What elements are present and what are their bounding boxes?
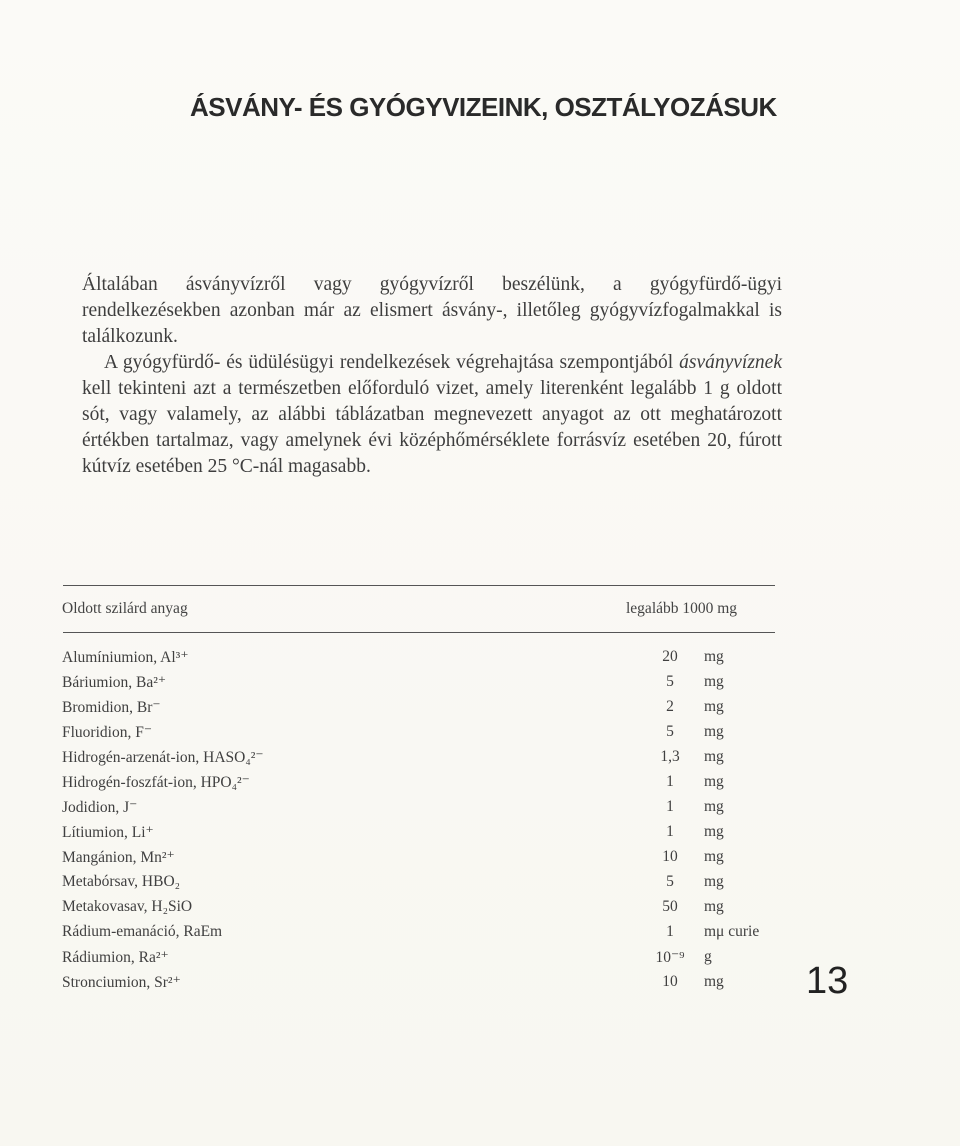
value-unit: mg	[704, 698, 724, 715]
value-unit: mg	[704, 848, 724, 865]
table-row	[62, 673, 782, 698]
table-header-rule	[63, 632, 775, 633]
table-row	[62, 748, 782, 773]
table-row	[62, 923, 782, 948]
value-unit: mμ curie	[704, 923, 760, 940]
substance-name: Hidrogén-foszfát-ion, HPO₄²⁻	[62, 774, 250, 791]
table-top-rule	[63, 585, 775, 586]
substance-name: Metakovasav, H₂SiO	[62, 898, 193, 915]
table-row	[62, 723, 782, 748]
page-title: ÁSVÁNY- ÉS GYÓGYVIZEINK, OSZTÁLYOZÁSUK	[190, 92, 777, 122]
paragraph-2-end: kell tekinteni azt a természetben előforduló vizet, amely literenként legalább 1 g oldott sót, vagy valamely, az alábbi táblázatban megnevezett anyagot az ott meghatározott értékben tartalmaz, vagy amelynek évi középhőmérséklete forrásvíz esetében 20, fúrott kútvíz esetében 25 °C-nál magasabb.	[82, 378, 782, 477]
minimum-value: 1	[666, 773, 674, 790]
value-unit: g	[704, 948, 712, 965]
minimum-value: 1	[666, 823, 674, 840]
minimum-value: 10⁻⁹	[655, 949, 685, 966]
table-row	[62, 698, 782, 723]
substance-name: Fluoridion, F⁻	[62, 724, 153, 741]
table-row	[62, 948, 782, 973]
value-unit: mg	[704, 798, 724, 815]
table-row	[62, 823, 782, 848]
substance-name: Báriumion, Ba²⁺	[62, 674, 167, 691]
minimum-value: 1,3	[660, 748, 680, 765]
substance-name: Metabórsav, HBO₂	[62, 873, 181, 890]
value-unit: mg	[704, 823, 724, 840]
table-row	[62, 873, 782, 898]
substance-name: Rádiumion, Ra²⁺	[62, 949, 169, 966]
minimum-value: 1	[666, 798, 674, 815]
substance-name: Lítiumion, Li⁺	[62, 824, 154, 841]
substance-name: Rádium-emanáció, RaEm	[62, 923, 223, 940]
minimum-value: 1	[666, 923, 674, 940]
value-unit: mg	[704, 973, 724, 990]
value-unit: mg	[704, 723, 724, 740]
minimum-value: 10	[662, 848, 678, 865]
minimum-value: 20	[662, 648, 678, 665]
minimum-value: 50	[662, 898, 678, 915]
minimum-value: 5	[666, 873, 674, 890]
page-number: 13	[806, 960, 849, 1002]
minimum-value: 5	[666, 723, 674, 740]
paragraph-1: Általában ásványvízről vagy gyógyvízről beszélünk, a gyógyfürdő-ügyi rendelkezésekben azonban már az elismert ásvány-, illetőleg gyógyvízfogalmakkal is találkozunk.	[82, 274, 782, 347]
substance-name: Bromidion, Br⁻	[62, 699, 161, 716]
value-unit: mg	[704, 773, 724, 790]
table-row	[62, 898, 782, 923]
value-unit: mg	[704, 873, 724, 890]
table-header-right: legalább 1000 mg	[626, 600, 738, 617]
substance-name: Mangánion, Mn²⁺	[62, 849, 175, 866]
paragraph-2	[82, 350, 782, 480]
value-unit: mg	[704, 898, 724, 915]
value-unit: mg	[704, 748, 724, 765]
substance-name: Hidrogén-arzenát-ion, HASO₄²⁻	[62, 749, 264, 766]
minimum-value: 2	[666, 698, 674, 715]
table-row	[62, 848, 782, 873]
substance-name: Stronciumion, Sr²⁺	[62, 974, 181, 991]
table-row	[62, 973, 782, 998]
minimum-value: 10	[662, 973, 678, 990]
body-text	[82, 272, 782, 480]
table-row	[62, 648, 782, 673]
paragraph-2-start: A gyógyfürdő- és üdülésügyi rendelkezések végrehajtása szempontjából	[104, 352, 680, 373]
paragraph-2-emphasis: ásványvíznek	[679, 352, 782, 373]
value-unit: mg	[704, 648, 724, 665]
table-row	[62, 773, 782, 798]
value-unit: mg	[704, 673, 724, 690]
substance-name: Jodidion, J⁻	[62, 799, 138, 816]
substance-name: Alumíniumion, Al³⁺	[62, 649, 189, 666]
minimum-value: 5	[666, 673, 674, 690]
mineral-table	[62, 648, 782, 998]
table-row	[62, 798, 782, 823]
table-header-left: Oldott szilárd anyag	[62, 600, 188, 617]
